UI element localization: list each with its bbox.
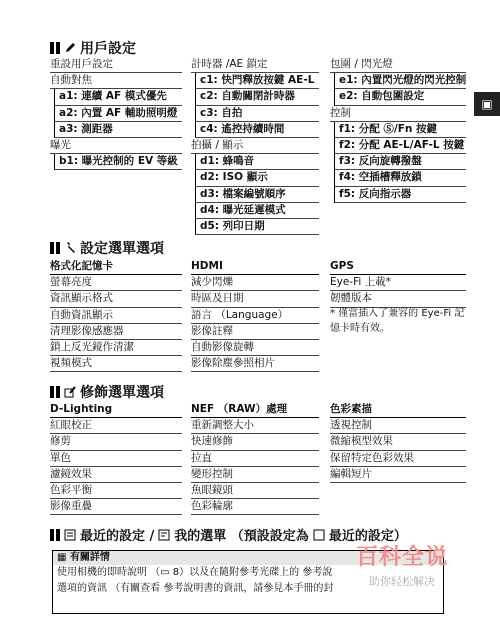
- my-menu-icon: [158, 529, 170, 541]
- menu-item: f2: 分配 AE-L/AF-L 按鍵: [334, 138, 466, 154]
- menu-item: 格式化記憶卡: [50, 259, 182, 275]
- menu-item: e2: 自動包圍設定: [334, 89, 466, 105]
- menu-item: 自動對焦: [50, 73, 182, 89]
- menu-item: d3: 檔案編號順序: [195, 187, 319, 203]
- section-title-text: 修飾選單選項: [80, 385, 164, 401]
- menu-item: c2: 自動關閉計時器: [195, 89, 319, 105]
- note-line-2: 選項的資訊 （有關查看 參考說明書的資訊，請參見本手冊的封: [57, 583, 334, 594]
- menu-item: 重新調整大小: [191, 418, 319, 434]
- menu-item: 包圍 / 閃光燈: [330, 57, 466, 73]
- recent-settings-icon: [64, 529, 76, 541]
- menu-item: 鎖上反光鏡作清潔: [50, 340, 182, 356]
- menu-item: 修剪: [50, 434, 182, 450]
- eye-fi-footnote: * 僅當插入了兼容的 Eye-Fi 記憶卡時有效。: [330, 308, 465, 334]
- retouch-col-c: [330, 402, 466, 483]
- note-heading: 有關詳情: [69, 552, 110, 563]
- recent-settings-icon-2: [313, 529, 325, 541]
- retouch-col-a: [50, 402, 182, 515]
- menu-item: NEF （RAW）處理: [191, 402, 319, 418]
- menu-item: 視頻模式: [50, 356, 182, 372]
- watermark-subtitle: 助你轻松解决: [369, 575, 435, 588]
- section-title-setup-menu: [50, 238, 164, 258]
- menu-item: 色彩平衡: [50, 483, 182, 499]
- setup-col-b: [191, 259, 319, 372]
- menu-item: d5: 列印日期: [195, 219, 319, 235]
- section-marker-icon: [50, 529, 60, 541]
- menu-item: 快速修飾: [191, 434, 319, 450]
- section-title-custom-settings: [50, 38, 136, 58]
- section-title-text: 最近的設定 /: [80, 529, 155, 544]
- section-marker-icon: [50, 386, 60, 398]
- menu-item: 影像重疊: [50, 499, 182, 515]
- menu-item: GPS: [330, 259, 466, 275]
- menu-item: 螢幕亮度: [50, 275, 182, 291]
- menu-item: b1: 曝光控制的 EV 等級: [54, 154, 182, 170]
- menu-item: 保留特定色彩效果: [330, 451, 466, 467]
- menu-item: f3: 反向旋轉撥盤: [334, 154, 466, 170]
- custom-settings-col-b: [191, 57, 319, 235]
- section-title-text: 用戶設定: [80, 41, 136, 57]
- menu-item: a3: 測距器: [54, 122, 182, 138]
- setup-col-a: [50, 259, 182, 372]
- custom-settings-col-c: [330, 57, 466, 203]
- section-title-text: 設定選單選項: [80, 241, 164, 257]
- menu-item: 影像除塵參照相片: [191, 356, 319, 372]
- section-marker-icon: [50, 42, 60, 54]
- retouch-col-b: [191, 402, 319, 515]
- custom-settings-col-a: [50, 57, 182, 170]
- side-tab-icon: ▣: [481, 97, 493, 111]
- pencil-icon: [64, 42, 76, 54]
- menu-item: 魚眼鏡頭: [191, 483, 319, 499]
- menu-item: D-Lighting: [50, 402, 182, 418]
- menu-item: 自動資訊顯示: [50, 308, 182, 324]
- watermark-title: 百科全说: [355, 545, 448, 570]
- setup-col-c: [330, 259, 466, 308]
- menu-item: d4: 曝光延遲模式: [195, 203, 319, 219]
- menu-item: a2: 內置 AF 輔助照明燈: [54, 106, 182, 122]
- menu-item: 曝光: [50, 138, 182, 154]
- menu-item: 重設用戶設定: [50, 57, 182, 73]
- menu-item: 變形控制: [191, 467, 319, 483]
- menu-item: f4: 空插槽釋放鎖: [334, 170, 466, 186]
- menu-item: 編輯短片: [330, 467, 466, 483]
- menu-item: c3: 自拍: [195, 106, 319, 122]
- menu-item: HDMI: [191, 259, 319, 275]
- menu-item: 微縮模型效果: [330, 434, 466, 450]
- side-tab: [474, 92, 500, 116]
- menu-item: e1: 內置閃光燈的閃光控制: [334, 73, 466, 89]
- section-title-retouch-menu: [50, 382, 164, 402]
- menu-item: 拉直: [191, 451, 319, 467]
- menu-item: 紅眼校正: [50, 418, 182, 434]
- menu-item: 時區及日期: [191, 291, 319, 307]
- menu-item: c1: 快門釋放按鍵 AE-L: [195, 73, 319, 89]
- menu-item: 色彩輪廓: [191, 499, 319, 515]
- menu-item: 自動影像旋轉: [191, 340, 319, 356]
- menu-item: 韌體版本: [330, 291, 466, 307]
- menu-item: 計時器 /AE 鎖定: [191, 57, 319, 73]
- menu-item: 資訊顯示格式: [50, 291, 182, 307]
- section-title-text-3: 最近的設定）: [328, 529, 407, 544]
- menu-item: Eye-Fi 上載*: [330, 275, 466, 291]
- menu-item: 控制: [330, 106, 466, 122]
- menu-item: 影像註釋: [191, 324, 319, 340]
- section-title-text-2: 我的選單 （預設設定為: [174, 529, 309, 544]
- menu-item: 語言 （Language）: [191, 308, 319, 324]
- retouch-brush-icon: [64, 386, 76, 398]
- menu-item: 拍攝 / 顯示: [191, 138, 319, 154]
- menu-item: 色彩素描: [330, 402, 466, 418]
- menu-item: d1: 蜂鳴音: [195, 154, 319, 170]
- note-icon: ▦: [57, 552, 67, 563]
- menu-item: a1: 連續 AF 模式優先: [54, 89, 182, 105]
- wrench-icon: [64, 242, 76, 254]
- section-marker-icon: [50, 242, 60, 254]
- menu-item: c4: 遙控持續時間: [195, 122, 319, 138]
- note-line-1: 使用相機的即時說明 （▭ 8）以及在隨附參考光碟上的 參考說: [57, 567, 333, 578]
- menu-item: 透視控制: [330, 418, 466, 434]
- menu-item: f1: 分配 Ⓢ/Fn 按鍵: [334, 122, 466, 138]
- menu-item: 清理影像感應器: [50, 324, 182, 340]
- watermark: [342, 540, 462, 600]
- menu-item: f5: 反向指示器: [334, 187, 466, 203]
- menu-item: d2: ISO 顯示: [195, 170, 319, 186]
- menu-item: 減少閃爍: [191, 275, 319, 291]
- menu-item: 單色: [50, 451, 182, 467]
- menu-item: 濾鏡效果: [50, 467, 182, 483]
